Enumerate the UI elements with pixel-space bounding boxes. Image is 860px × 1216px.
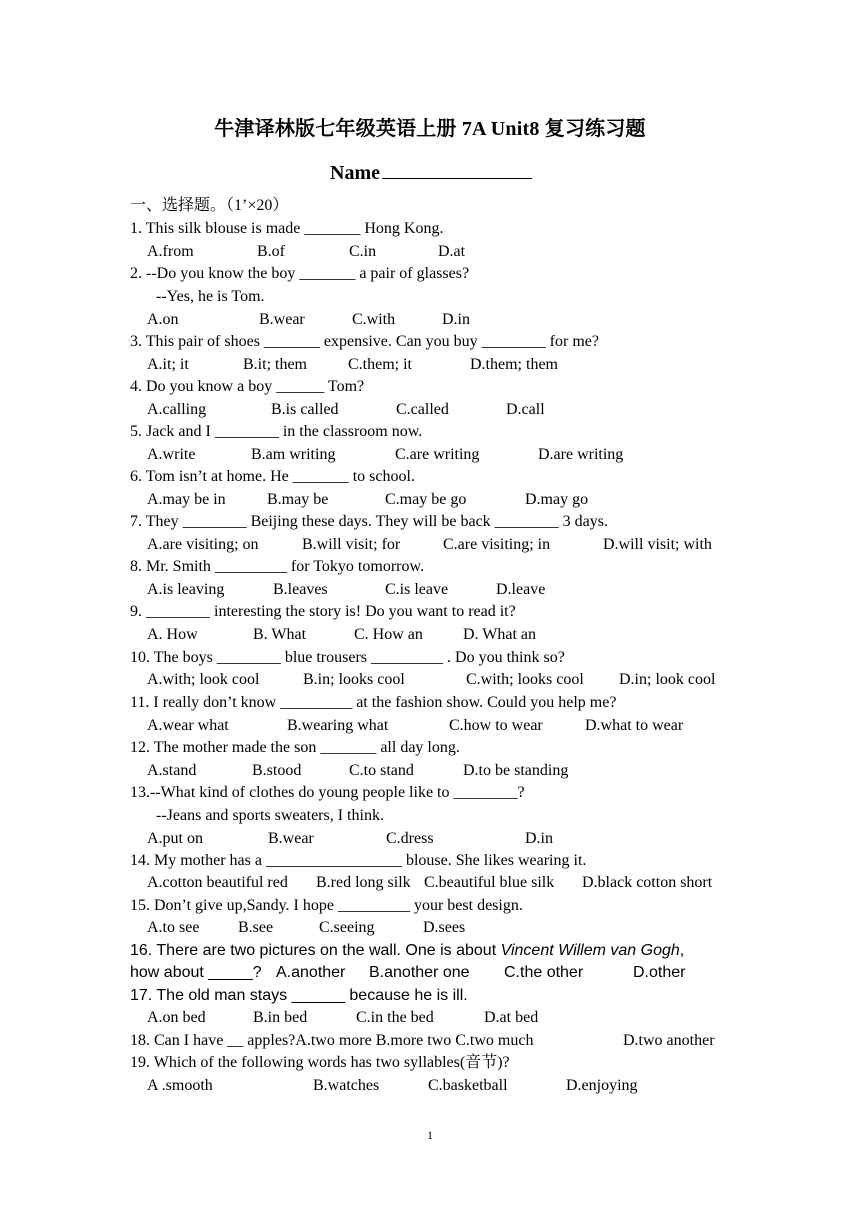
- question-11: 11. I really don’t know _________ at the fashion show. Could you help me?: [130, 694, 617, 711]
- question-16: [130, 941, 684, 961]
- option-b[interactable]: B.see: [238, 919, 274, 936]
- option-d[interactable]: D.at: [438, 243, 466, 260]
- option-a[interactable]: A. How: [147, 626, 198, 643]
- option-a[interactable]: A.it; it: [147, 356, 189, 373]
- name-field: [330, 160, 532, 185]
- question-1: 1. This silk blouse is made _______ Hong Kong.: [130, 220, 444, 237]
- option-d[interactable]: D. What an: [463, 626, 537, 643]
- question-18-option-d[interactable]: D.two another: [623, 1032, 715, 1049]
- question-14: 14. My mother has a _________________ blouse. She likes wearing it.: [130, 852, 587, 869]
- option-b[interactable]: B.of: [257, 243, 285, 260]
- question-5: 5. Jack and I ________ in the classroom now.: [130, 423, 423, 440]
- option-d[interactable]: D.to be standing: [463, 762, 569, 779]
- option-a[interactable]: A.from: [147, 243, 194, 260]
- option-a[interactable]: A.stand: [147, 762, 197, 779]
- option-d[interactable]: D.will visit; with: [603, 536, 712, 553]
- option-b[interactable]: B.leaves: [273, 581, 328, 598]
- question-12: 12. The mother made the son _______ all day long.: [130, 739, 460, 756]
- question-16-cont: how about _____?: [130, 964, 262, 981]
- option-c[interactable]: C.in the bed: [356, 1009, 434, 1026]
- question-19: 19. Which of the following words has two syllables(音节)?: [130, 1054, 510, 1071]
- option-d[interactable]: D.in; look cool: [619, 671, 716, 688]
- option-d[interactable]: D.call: [506, 401, 545, 418]
- name-blank[interactable]: [382, 160, 532, 179]
- option-d[interactable]: D.sees: [423, 919, 466, 936]
- option-c[interactable]: C.them; it: [348, 356, 412, 373]
- artist-name: Vincent Willem van Gogh: [500, 942, 680, 959]
- question-15: 15. Don’t give up,Sandy. I hope _________ your best design.: [130, 897, 523, 914]
- option-d[interactable]: D.enjoying: [566, 1077, 638, 1094]
- option-d[interactable]: D.in: [525, 830, 553, 847]
- section-heading: 一、选择题。（1’×20）: [130, 197, 289, 214]
- question-7: 7. They ________ Beijing these days. They will be back ________ 3 days.: [130, 513, 609, 530]
- page-number: 1: [427, 1128, 433, 1142]
- option-a[interactable]: A.are visiting; on: [147, 536, 259, 553]
- question-6: 6. Tom isn’t at home. He _______ to school.: [130, 468, 415, 485]
- option-a[interactable]: A.is leaving: [147, 581, 225, 598]
- option-b[interactable]: B.is called: [271, 401, 339, 418]
- option-b[interactable]: B.wearing what: [287, 717, 389, 734]
- option-c[interactable]: C.are visiting; in: [443, 536, 551, 553]
- option-b[interactable]: B.wear: [268, 830, 314, 847]
- option-c[interactable]: C.called: [396, 401, 449, 418]
- option-c[interactable]: C.beautiful blue silk: [424, 874, 555, 891]
- question-16-comma: ,: [679, 942, 685, 959]
- option-c[interactable]: C.may be go: [385, 491, 467, 508]
- question-16-text: 16. There are two pictures on the wall. One is about: [130, 942, 501, 959]
- option-b[interactable]: B. What: [253, 626, 307, 643]
- question-4: 4. Do you know a boy ______ Tom?: [130, 378, 365, 395]
- option-a[interactable]: A.calling: [147, 401, 207, 418]
- question-13: 13.--What kind of clothes do young people like to ________?: [130, 784, 525, 801]
- option-d[interactable]: D.in: [442, 311, 470, 328]
- option-b[interactable]: B.in bed: [253, 1009, 308, 1026]
- option-a[interactable]: A.on bed: [147, 1009, 206, 1026]
- option-d[interactable]: D.may go: [525, 491, 589, 508]
- option-d[interactable]: D.other: [633, 964, 686, 981]
- question-2: 2. --Do you know the boy _______ a pair of glasses?: [130, 265, 470, 282]
- option-a[interactable]: A .smooth: [147, 1077, 213, 1094]
- option-d[interactable]: D.them; them: [470, 356, 558, 373]
- option-b[interactable]: B.may be: [267, 491, 329, 508]
- option-a[interactable]: A.write: [147, 446, 196, 463]
- option-c[interactable]: C.seeing: [319, 919, 375, 936]
- option-a[interactable]: A.put on: [147, 830, 203, 847]
- option-b[interactable]: B.stood: [252, 762, 302, 779]
- name-label: Name: [330, 162, 380, 184]
- document-title: 牛津译林版七年级英语上册 7A Unit8 复习练习题: [214, 118, 646, 140]
- option-c[interactable]: C.are writing: [395, 446, 480, 463]
- option-d[interactable]: D.are writing: [538, 446, 624, 463]
- question-3: 3. This pair of shoes _______ expensive. Can you buy ________ for me?: [130, 333, 599, 350]
- option-c[interactable]: C.is leave: [385, 581, 449, 598]
- option-d[interactable]: D.black cotton short: [582, 874, 713, 891]
- option-a[interactable]: A.on: [147, 311, 179, 328]
- option-b[interactable]: B.it; them: [243, 356, 307, 373]
- option-b[interactable]: B.in; looks cool: [303, 671, 405, 688]
- option-c[interactable]: C. How an: [354, 626, 423, 643]
- option-c[interactable]: C.dress: [386, 830, 434, 847]
- question-18: 18. Can I have __ apples?A.two more B.more two C.two much: [130, 1032, 534, 1049]
- option-c[interactable]: C.how to wear: [449, 717, 543, 734]
- option-b[interactable]: B.red long silk: [316, 874, 411, 891]
- question-17: 17. The old man stays ______ because he is ill.: [130, 987, 468, 1004]
- option-c[interactable]: C.with; looks cool: [466, 671, 584, 688]
- question-13-response: --Jeans and sports sweaters, I think.: [156, 807, 384, 824]
- option-a[interactable]: A.wear what: [147, 717, 229, 734]
- question-10: 10. The boys ________ blue trousers _________ . Do you think so?: [130, 649, 565, 666]
- option-d[interactable]: D.what to wear: [585, 717, 684, 734]
- question-9: 9. ________ interesting the story is! Do you want to read it?: [130, 603, 516, 620]
- option-b[interactable]: B.am writing: [251, 446, 336, 463]
- option-b[interactable]: B.wear: [259, 311, 305, 328]
- option-b[interactable]: B.another one: [369, 964, 470, 981]
- option-b[interactable]: B.will visit; for: [302, 536, 401, 553]
- option-d[interactable]: D.at bed: [484, 1009, 539, 1026]
- option-a[interactable]: A.cotton beautiful red: [147, 874, 288, 891]
- option-a[interactable]: A.to see: [147, 919, 200, 936]
- option-a[interactable]: A.with; look cool: [147, 671, 260, 688]
- option-c[interactable]: C.the other: [504, 964, 584, 981]
- option-a[interactable]: A.may be in: [147, 491, 226, 508]
- option-d[interactable]: D.leave: [496, 581, 546, 598]
- option-b[interactable]: B.watches: [313, 1077, 380, 1094]
- option-c[interactable]: C.with: [352, 311, 396, 328]
- question-2-response: --Yes, he is Tom.: [156, 288, 265, 305]
- option-c[interactable]: C.to stand: [349, 762, 414, 779]
- option-c[interactable]: C.basketball: [428, 1077, 508, 1094]
- option-a[interactable]: A.another: [276, 964, 346, 981]
- option-c[interactable]: C.in: [349, 243, 377, 260]
- question-8: 8. Mr. Smith _________ for Tokyo tomorrow.: [130, 558, 424, 575]
